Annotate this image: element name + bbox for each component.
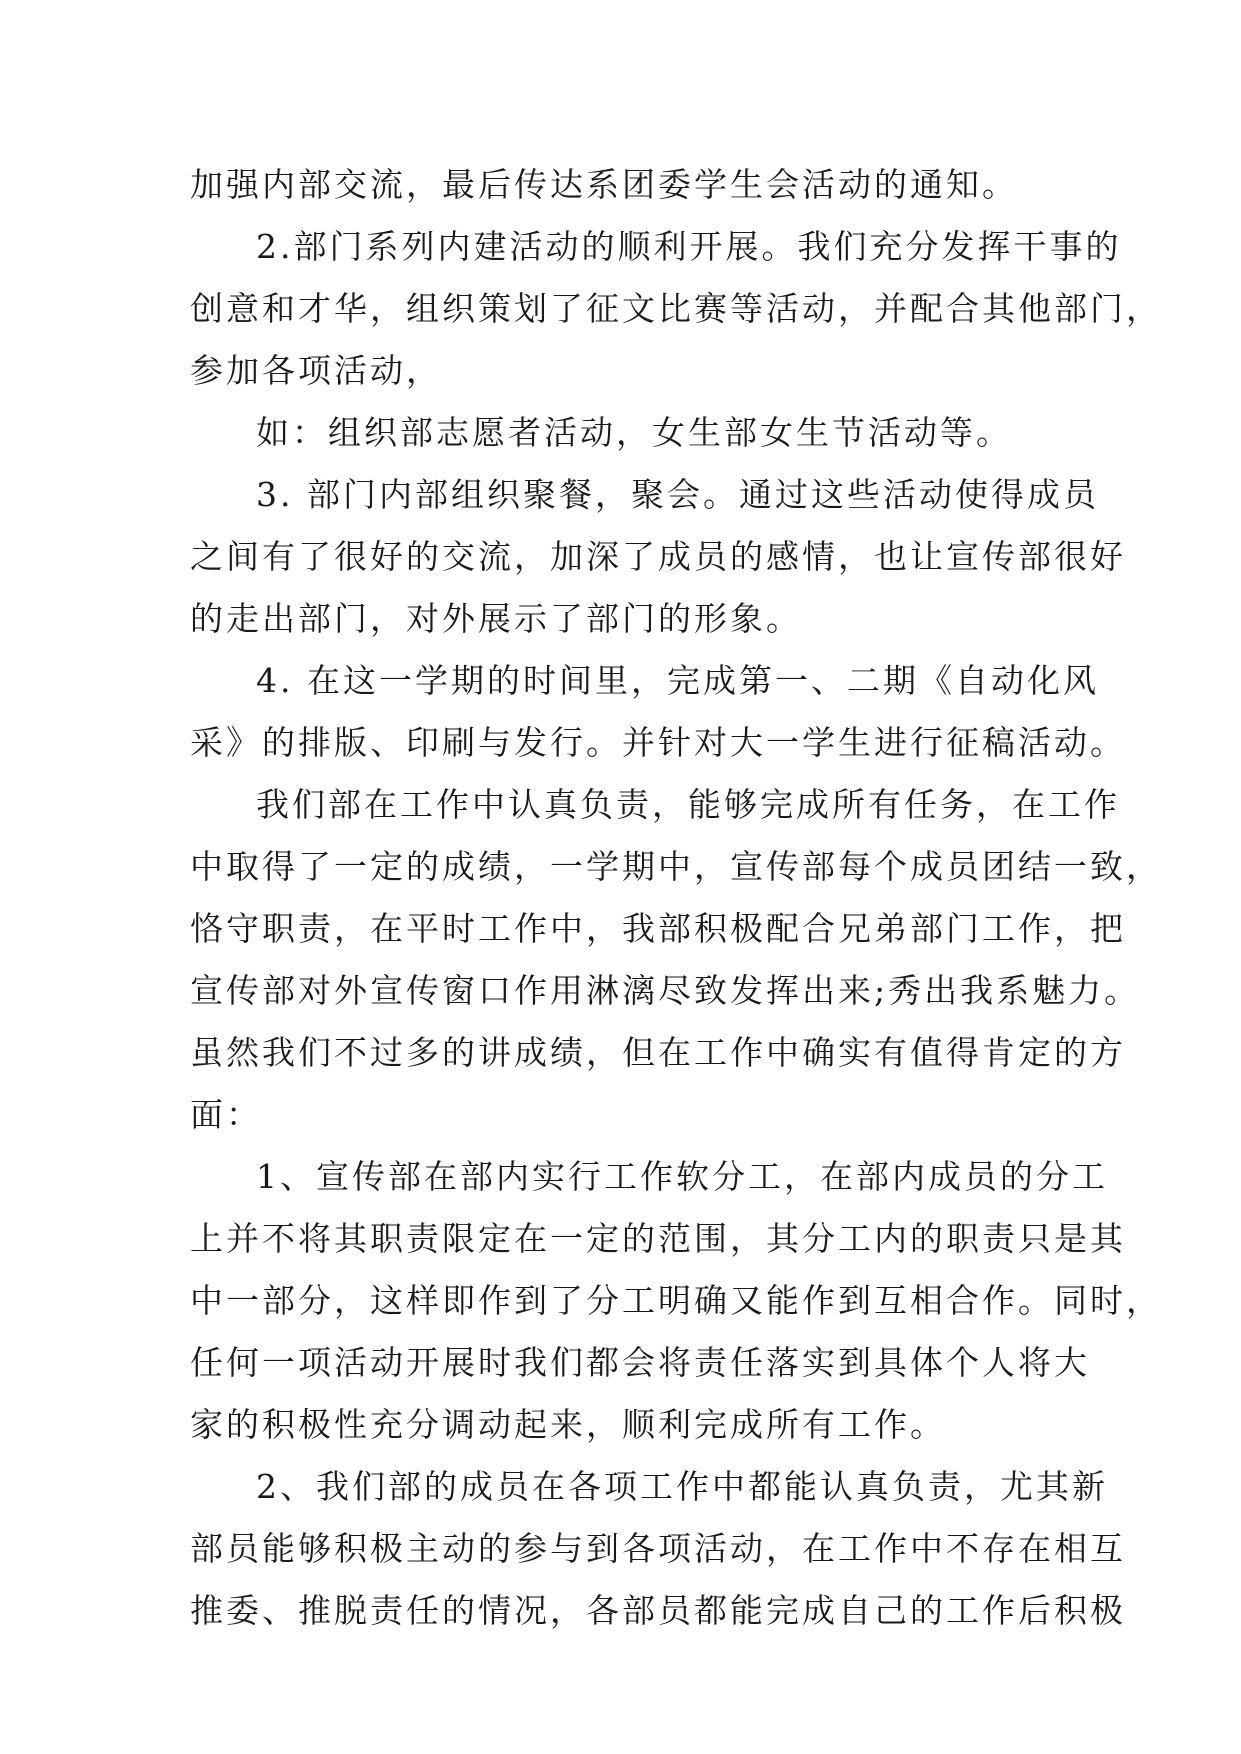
text-line: 虽然我们不过多的讲成绩，但在工作中确实有值得肯定的方 — [190, 1033, 1126, 1072]
text-line: 面： — [190, 1095, 262, 1134]
text-line: 创意和才华，组织策划了征文比赛等活动，并配合其他部门， — [190, 289, 1162, 328]
text-line: 中取得了一定的成绩，一学期中，宣传部每个成员团结一致， — [190, 847, 1162, 886]
text-line: 任何一项活动开展时我们都会将责任落实到具体个人将大 — [190, 1343, 1090, 1382]
text-line: 采》的排版、印刷与发行。并针对大一学生进行征稿活动。 — [190, 723, 1126, 762]
text-line: 家的积极性充分调动起来，顺利完成所有工作。 — [190, 1405, 946, 1444]
text-line: 3. 部门内部组织聚餐，聚会。通过这些活动使得成员 — [256, 475, 1099, 514]
text-line: 加强内部交流，最后传达系团委学生会活动的通知。 — [190, 165, 1018, 204]
text-line: 上并不将其职责限定在一定的范围，其分工内的职责只是其 — [190, 1219, 1126, 1258]
text-line: 2.部门系列内建活动的顺利开展。我们充分发挥干事的 — [256, 227, 1122, 266]
text-line: 推委、推脱责任的情况，各部员都能完成自己的工作后积极 — [190, 1591, 1126, 1630]
text-line: 部员能够积极主动的参与到各项活动，在工作中不存在相互 — [190, 1529, 1126, 1568]
text-line: 的走出部门，对外展示了部门的形象。 — [190, 599, 802, 638]
text-line: 4. 在这一学期的时间里，完成第一、二期《自动化风 — [256, 661, 1099, 700]
text-line: 中一部分，这样即作到了分工明确又能作到互相合作。同时， — [190, 1281, 1162, 1320]
text-line: 如：组织部志愿者活动，女生部女生节活动等。 — [256, 413, 1012, 452]
text-line: 我们部在工作中认真负责，能够完成所有任务，在工作 — [256, 785, 1120, 824]
text-line: 1、宣传部在部内实行工作软分工，在部内成员的分工 — [256, 1157, 1108, 1196]
text-line: 之间有了很好的交流，加深了成员的感情，也让宣传部很好 — [190, 537, 1126, 576]
text-line: 宣传部对外宣传窗口作用淋漓尽致发挥出来;秀出我系魅力。 — [190, 971, 1141, 1010]
document-body — [190, 154, 1162, 1642]
text-line: 参加各项活动， — [190, 351, 442, 390]
text-line: 2、我们部的成员在各项工作中都能认真负责，尤其新 — [256, 1467, 1108, 1506]
text-line: 恪守职责，在平时工作中，我部积极配合兄弟部门工作，把 — [190, 909, 1126, 948]
